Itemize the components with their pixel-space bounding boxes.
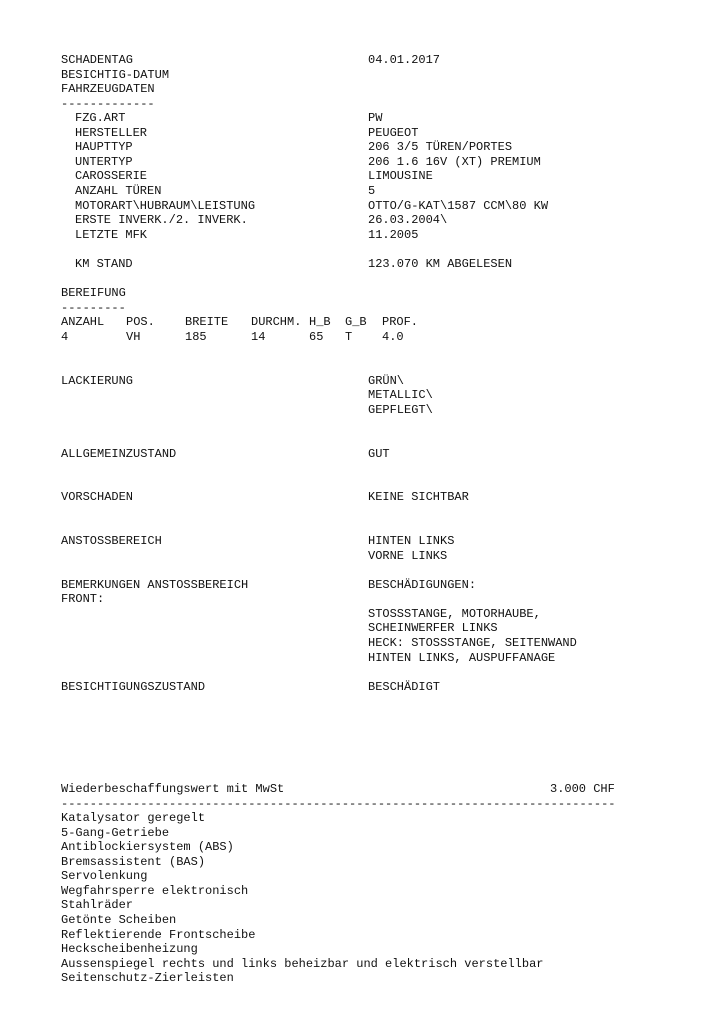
tire-header-pos: POS.	[126, 315, 155, 329]
tire-cell-breite: 185	[185, 330, 207, 344]
equipment-item: 5-Gang-Getriebe	[61, 826, 170, 840]
lackierung-line: GRÜN\	[368, 374, 405, 388]
vehicle-value-fzg-art: PW	[368, 111, 383, 125]
tire-header-durchm: DURCHM.	[251, 315, 302, 329]
wiederbeschaffungswert-label: Wiederbeschaffungswert mit MwSt	[61, 782, 285, 796]
equipment-item: Bremsassistent (BAS)	[61, 855, 206, 869]
wert-divider: -----------------------------------------------------------------------------	[61, 797, 616, 811]
vehicle-label-haupttyp: HAUPTTYP	[75, 140, 133, 154]
vorschaden-value: KEINE SICHTBAR	[368, 490, 469, 504]
tire-cell-prof: 4.0	[382, 330, 404, 344]
bereifung-title: BEREIFUNG	[61, 286, 126, 300]
tire-header-prof: PROF.	[382, 315, 419, 329]
vehicle-value-motorart: OTTO/G-KAT\1587 CCM\80 KW	[368, 199, 549, 213]
bemerkungen-line: STOSSSTANGE, MOTORHAUBE,	[368, 607, 541, 621]
equipment-item: Wegfahrsperre elektronisch	[61, 884, 249, 898]
vehicle-value-erste-inverk: 26.03.2004\	[368, 213, 448, 227]
besichtigungszustand-label: BESICHTIGUNGSZUSTAND	[61, 680, 206, 694]
bemerkungen-value: BESCHÄDIGUNGEN:	[368, 578, 477, 592]
besichtig-datum-label: BESICHTIG-DATUM	[61, 68, 170, 82]
tire-cell-anzahl: 4	[61, 330, 69, 344]
equipment-item: Getönte Scheiben	[61, 913, 177, 927]
vehicle-label-carosserie: CAROSSERIE	[75, 169, 148, 183]
tire-header-anzahl: ANZAHL	[61, 315, 105, 329]
allgemeinzustand-value: GUT	[368, 447, 390, 461]
vehicle-value-letzte-mfk: 11.2005	[368, 228, 419, 242]
vehicle-label-erste-inverk: ERSTE INVERK./2. INVERK.	[75, 213, 248, 227]
vehicle-label-untertyp: UNTERTYP	[75, 155, 133, 169]
equipment-item: Heckscheibenheizung	[61, 942, 198, 956]
bemerkungen-line: SCHEINWERFER LINKS	[368, 621, 498, 635]
km-stand-label: KM STAND	[75, 257, 133, 271]
lackierung-line: METALLIC\	[368, 388, 433, 402]
vehicle-value-untertyp: 206 1.6 16V (XT) PREMIUM	[368, 155, 541, 169]
tire-header-breite: BREITE	[185, 315, 229, 329]
km-stand-value: 123.070 KM ABGELESEN	[368, 257, 513, 271]
equipment-item: Reflektierende Frontscheibe	[61, 928, 256, 942]
anstossbereich-line: VORNE LINKS	[368, 549, 448, 563]
lackierung-label: LACKIERUNG	[61, 374, 134, 388]
vehicle-value-anzahl-tueren: 5	[368, 184, 376, 198]
tire-header-h-b: H_B	[309, 315, 331, 329]
vehicle-value-carosserie: LIMOUSINE	[368, 169, 433, 183]
bemerkungen-line: HINTEN LINKS, AUSPUFFANAGE	[368, 651, 556, 665]
schadentag-label: SCHADENTAG	[61, 53, 134, 67]
tire-header-g-b: G_B	[345, 315, 367, 329]
tire-cell-pos: VH	[126, 330, 141, 344]
tire-cell-g-b: T	[345, 330, 353, 344]
schadentag-value: 04.01.2017	[368, 53, 441, 67]
fahrzeugdaten-label: FAHRZEUGDATEN	[61, 82, 155, 96]
bereifung-divider: ---------	[61, 301, 126, 315]
anstossbereich-label: ANSTOSSBEREICH	[61, 534, 162, 548]
equipment-item: Stahlräder	[61, 898, 134, 912]
allgemeinzustand-label: ALLGEMEINZUSTAND	[61, 447, 177, 461]
lackierung-line: GEPFLEGT\	[368, 403, 433, 417]
equipment-item: Katalysator geregelt	[61, 811, 206, 825]
vehicle-value-haupttyp: 206 3/5 TÜREN/PORTES	[368, 140, 513, 154]
vorschaden-label: VORSCHADEN	[61, 490, 134, 504]
fahrzeugdaten-divider: -------------	[61, 97, 155, 111]
vehicle-label-fzg-art: FZG.ART	[75, 111, 126, 125]
anstossbereich-line: HINTEN LINKS	[368, 534, 455, 548]
wiederbeschaffungswert-value: 3.000 CHF	[550, 782, 615, 796]
equipment-item: Seitenschutz-Zierleisten	[61, 971, 234, 985]
front-label: FRONT:	[61, 592, 105, 606]
vehicle-label-letzte-mfk: LETZTE MFK	[75, 228, 148, 242]
equipment-item: Aussenspiegel rechts und links beheizbar und elektrisch verstellbar	[61, 957, 544, 971]
vehicle-label-anzahl-tueren: ANZAHL TÜREN	[75, 184, 162, 198]
bemerkungen-line: HECK: STOSSSTANGE, SEITENWAND	[368, 636, 577, 650]
equipment-item: Servolenkung	[61, 869, 148, 883]
tire-cell-durchm: 14	[251, 330, 266, 344]
equipment-item: Antiblockiersystem (ABS)	[61, 840, 234, 854]
vehicle-value-hersteller: PEUGEOT	[368, 126, 419, 140]
bemerkungen-label: BEMERKUNGEN ANSTOSSBEREICH	[61, 578, 249, 592]
vehicle-label-motorart: MOTORART\HUBRAUM\LEISTUNG	[75, 199, 256, 213]
besichtigungszustand-value: BESCHÄDIGT	[368, 680, 441, 694]
vehicle-label-hersteller: HERSTELLER	[75, 126, 148, 140]
tire-cell-h-b: 65	[309, 330, 324, 344]
